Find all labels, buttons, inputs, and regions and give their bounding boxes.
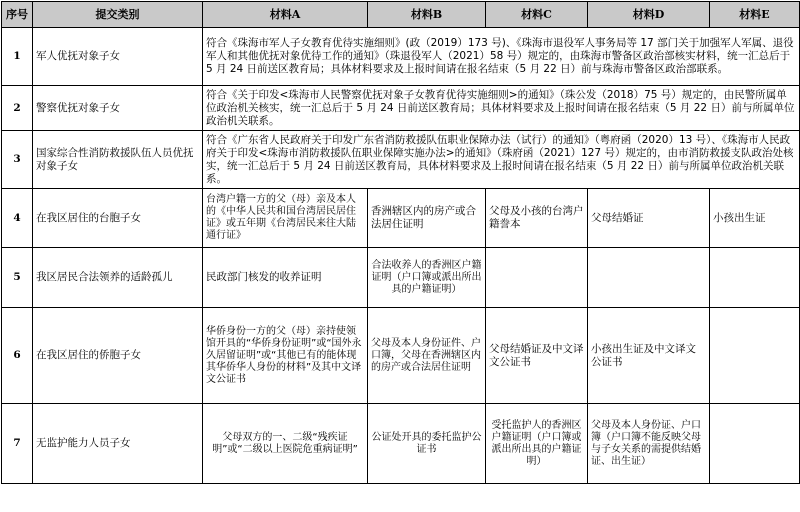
header-material-a: 材料A <box>203 2 368 28</box>
header-category: 提交类别 <box>33 2 203 28</box>
table-row <box>2 86 800 131</box>
cell-material-b: 公证处开具的委托监护公证书 <box>368 404 486 484</box>
cell-material-c: 父母结婚证及中文译文公证书 <box>486 308 588 404</box>
header-material-e: 材料E <box>710 2 800 28</box>
cell-material-d: 小孩出生证及中文译文公证书 <box>588 308 710 404</box>
row-index: 1 <box>2 28 33 86</box>
cell-material-d: 父母结婚证 <box>588 189 710 248</box>
table-row <box>2 404 800 484</box>
table-row <box>2 189 800 248</box>
cell-material-c: 父母及小孩的台湾户籍誊本 <box>486 189 588 248</box>
cell-material-e <box>710 248 800 308</box>
header-material-d: 材料D <box>588 2 710 28</box>
cell-material-c: 受托监护人的香洲区户籍证明（户口簿或派出所出具的户籍证明） <box>486 404 588 484</box>
cell-material-c <box>486 248 588 308</box>
row-category: 我区居民合法领养的适龄孤儿 <box>33 248 203 308</box>
row-category: 在我区居住的台胞子女 <box>33 189 203 248</box>
header-row <box>2 2 800 28</box>
row-index: 4 <box>2 189 33 248</box>
cell-material-a: 华侨身份一方的父（母）亲持使领馆开具的“华侨身份证明”或“国外永久居留证明”或“其他已有的能体现其华侨华人身份的材料”及其中文译文公证书 <box>203 308 368 404</box>
row-index: 6 <box>2 308 33 404</box>
table-row <box>2 28 800 86</box>
row-category: 警察优抚对象子女 <box>33 86 203 131</box>
table-row <box>2 308 800 404</box>
row-merged-note: 符合《珠海市军人子女教育优待实施细则》(政（2019）173 号)、《珠海市退役军人事务局等 17 部门关于加强军人军属、退役军人和其他优抚对象优待工作的通知》（珠退役军人（2021）58 号）规定的，由珠海市警备区政治部核实材料，统一汇总后于 5 月 24 日前送区教育局；具体材料要求及上报时间请在报名结束（5 月 22 日）前与珠海市警备区政治部联系。 <box>203 28 800 86</box>
cell-material-a: 父母双方的一、二级“残疾证明”或“二级以上医院危重病证明” <box>203 404 368 484</box>
cell-material-b: 父母及本人身份证件、户口簿，父母在香洲辖区内的房产或合法居住证明 <box>368 308 486 404</box>
table-row <box>2 131 800 189</box>
row-category: 军人优抚对象子女 <box>33 28 203 86</box>
row-index: 5 <box>2 248 33 308</box>
materials-table <box>1 1 800 484</box>
cell-material-e <box>710 404 800 484</box>
row-merged-note: 符合《广东省人民政府关于印发广东省消防救援队伍职业保障办法（试行）的通知》（粤府函（2020）13 号）、《珠海市人民政府关于印发<珠海市消防救援队伍职业保障实施办法>的通知》（珠府函（2021）127 号）规定的，由市消防救援支队政治处核实，统一汇总后于 5 月 24 日前送区教育局，具体材料要求及上报时间请在报名结束（5 月 22 日）前与所属单位政治机关联系。 <box>203 131 800 189</box>
header-index: 序号 <box>2 2 33 28</box>
row-merged-note: 符合《关于印发<珠海市人民警察优抚对象子女教育优待实施细则>的通知》（珠公发（2018）75 号）规定的，由民警所属单位政治机关核实，统一汇总后于 5 月 24 日前送区教育局；具体材料要求及上报时间请在报名结束（5 月 22 日）前与所属单位政治机关联系。 <box>203 86 800 131</box>
cell-material-d: 父母及本人身份证、户口簿（户口簿不能反映父母与子女关系的需提供结婚证、出生证） <box>588 404 710 484</box>
row-index: 2 <box>2 86 33 131</box>
row-category: 无监护能力人员子女 <box>33 404 203 484</box>
cell-material-e <box>710 308 800 404</box>
cell-material-e: 小孩出生证 <box>710 189 800 248</box>
cell-material-b: 香洲辖区内的房产或合法居住证明 <box>368 189 486 248</box>
row-category: 国家综合性消防救援队伍人员优抚对象子女 <box>33 131 203 189</box>
row-category: 在我区居住的侨胞子女 <box>33 308 203 404</box>
row-index: 7 <box>2 404 33 484</box>
cell-material-a: 台湾户籍一方的父（母）亲及本人的《中华人民共和国台湾居民居住证》或五年期《台湾居民来往大陆通行证》 <box>203 189 368 248</box>
table-row <box>2 248 800 308</box>
cell-material-b: 合法收养人的香洲区户籍证明（户口簿或派出所出具的户籍证明） <box>368 248 486 308</box>
header-material-b: 材料B <box>368 2 486 28</box>
header-material-c: 材料C <box>486 2 588 28</box>
row-index: 3 <box>2 131 33 189</box>
cell-material-a: 民政部门核发的收养证明 <box>203 248 368 308</box>
cell-material-d <box>588 248 710 308</box>
